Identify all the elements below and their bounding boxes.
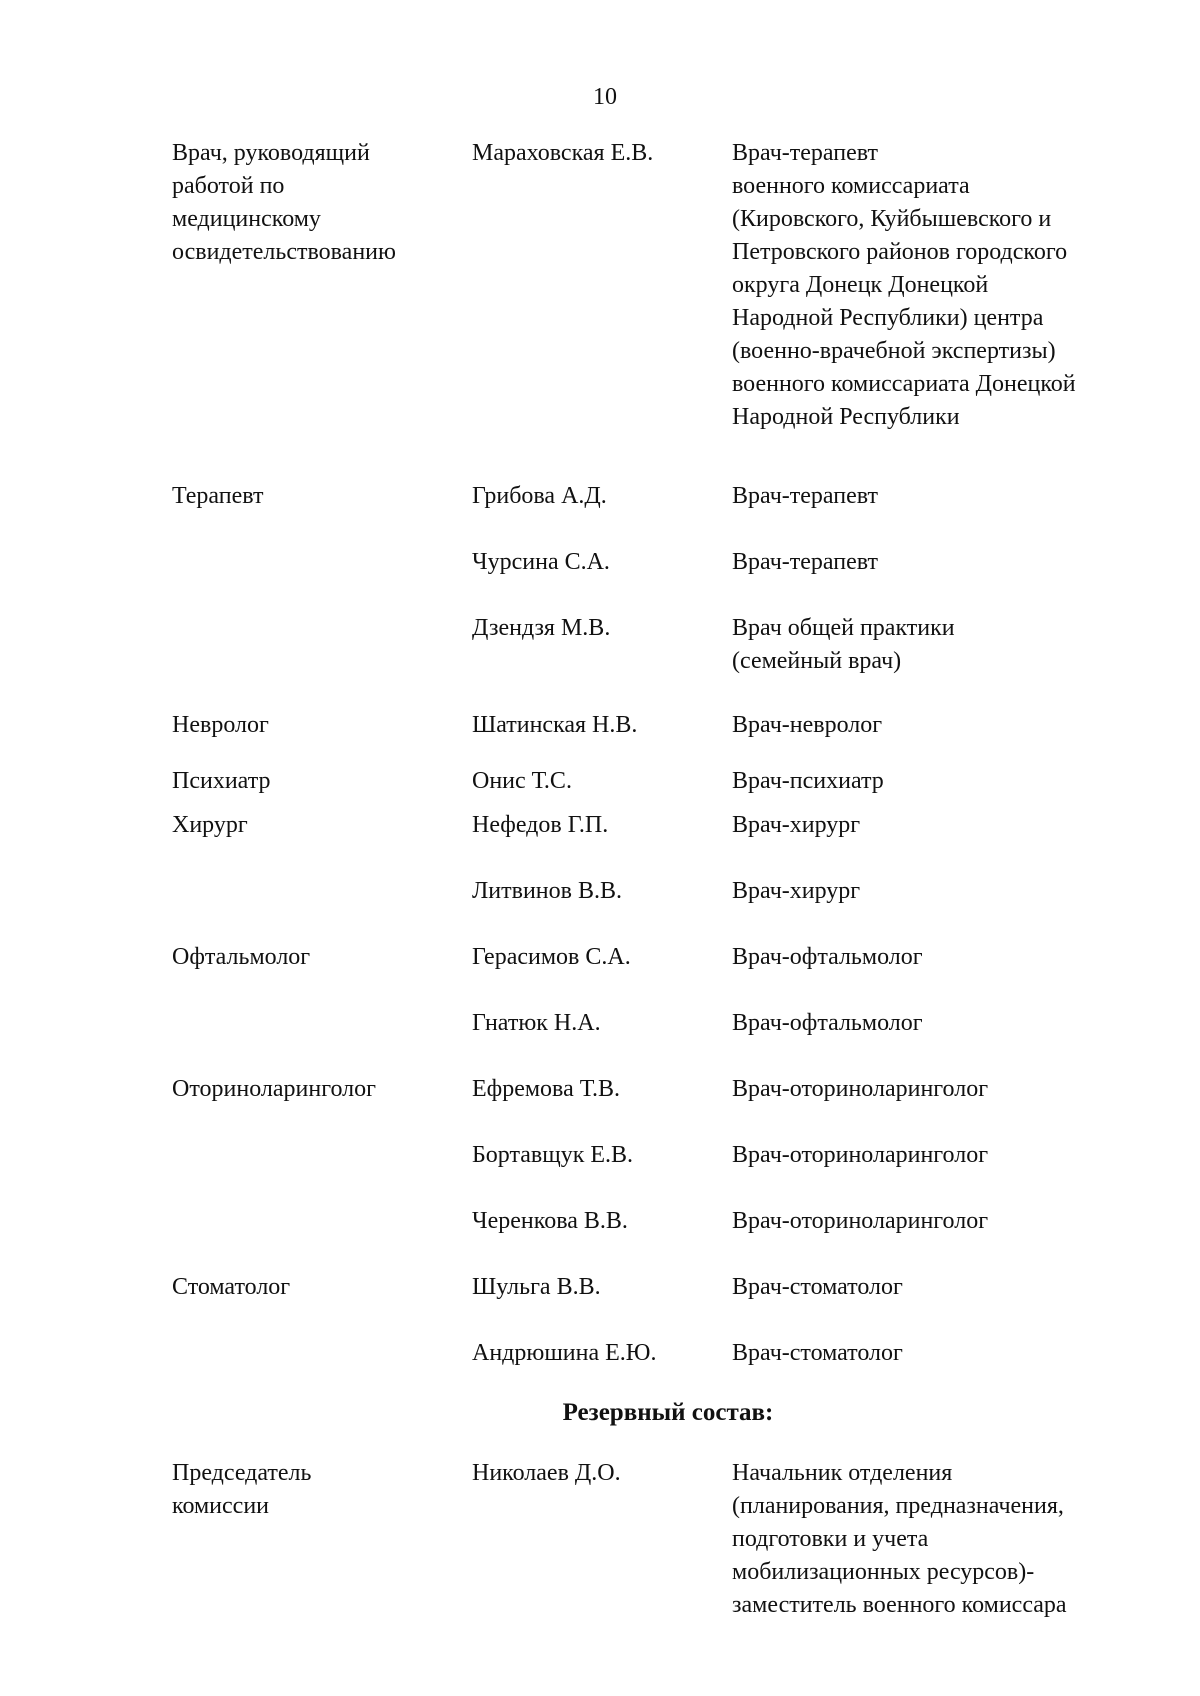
roster-name: Ефремова Т.В.: [472, 1076, 620, 1102]
roster-row-dentist-1: [172, 1271, 1152, 1304]
roster-position: Врач-терапевт: [732, 549, 878, 575]
roster-row-surgeon-1: [172, 809, 1152, 842]
roster-name: Черенкова В.В.: [472, 1208, 628, 1234]
roster-name: Бортавщук Е.В.: [472, 1142, 634, 1168]
roster-position: Врач-офтальмолог: [732, 944, 923, 970]
roster-role: Офтальмолог: [172, 944, 311, 970]
roster-role: Стоматолог: [172, 1274, 291, 1300]
roster-position: Врач-стоматолог: [732, 1274, 903, 1300]
roster-row-ophthalmologist-1: [172, 941, 1152, 974]
roster-name: Нефедов Г.П.: [472, 812, 609, 838]
roster-name: Шульга В.В.: [472, 1274, 601, 1300]
roster-position: Врач-оториноларинголог: [732, 1142, 989, 1168]
roster-name: Шатинская Н.В.: [472, 712, 638, 738]
roster-role: Невролог: [172, 712, 269, 738]
roster-name: Дзендзя М.В.: [472, 615, 611, 641]
roster-row-otolaryngologist-3: [172, 1205, 1152, 1238]
reserve-roster: [172, 1457, 1152, 1622]
roster-row-surgeon-2: [172, 875, 1152, 908]
roster-row-psychiatrist: [172, 765, 1152, 798]
roster-position: Врач-хирург: [732, 812, 861, 838]
roster-row-medical-lead: [172, 137, 1152, 434]
roster-role: Психиатр: [172, 768, 271, 794]
roster-row-dentist-2: [172, 1337, 1152, 1370]
roster-row-therapist-3: [172, 612, 1152, 678]
roster-position: Врач-офтальмолог: [732, 1010, 923, 1036]
roster-row-otolaryngologist-2: [172, 1139, 1152, 1172]
main-roster: [172, 137, 1152, 1370]
roster-name: Герасимов С.А.: [472, 944, 631, 970]
roster-row-neurologist: [172, 709, 1152, 742]
roster-name: Мараховская Е.В.: [472, 140, 654, 166]
roster-position: Врач общей практики (семейный врач): [732, 615, 955, 674]
roster-position: Врач-оториноларинголог: [732, 1208, 989, 1234]
roster-role: Врач, руководящий работой по медицинскому освидетельствованию: [172, 140, 396, 265]
roster-role: Председатель комиссии: [172, 1460, 312, 1519]
reserve-section-heading: Резервный состав:: [562, 1399, 774, 1426]
roster-role: Хирург: [172, 812, 248, 838]
roster-position: Врач-стоматолог: [732, 1340, 903, 1366]
roster-position: Врач-терапевт: [732, 483, 878, 509]
roster-row-ophthalmologist-2: [172, 1007, 1152, 1040]
roster-name: Онис Т.С.: [472, 768, 572, 794]
roster-position: Врач-невролог: [732, 712, 883, 738]
roster-position: Врач-хирург: [732, 878, 861, 904]
roster-position: Начальник отделения (планирования, предназначения, подготовки и учета мобилизационных ресурсов)- заместитель военного комиссара: [732, 1460, 1067, 1618]
roster-name: Андрюшина Е.Ю.: [472, 1340, 657, 1366]
roster-position: Врач-оториноларинголог: [732, 1076, 989, 1102]
roster-name: Грибова А.Д.: [472, 483, 607, 509]
roster-position: Врач-терапевт военного комиссариата (Кировского, Куйбышевского и Петровского районов городского округа Донецк Донецкой Народной Республики) центра (военно-врачебной экспертизы) военного комиссариата Донецкой Народной Республики: [732, 140, 1076, 430]
roster-role: Терапевт: [172, 483, 264, 509]
page-number: 10: [593, 84, 617, 110]
roster-name: Литвинов В.В.: [472, 878, 622, 904]
roster-row-otolaryngologist-1: [172, 1073, 1152, 1106]
roster-row-therapist-2: [172, 546, 1152, 579]
roster-row-therapist-1: [172, 480, 1152, 513]
roster-name: Чурсина С.А.: [472, 549, 610, 575]
roster-name: Гнатюк Н.А.: [472, 1010, 601, 1036]
roster-name: Николаев Д.О.: [472, 1460, 621, 1486]
roster-position: Врач-психиатр: [732, 768, 884, 794]
roster-row-chairman: [172, 1457, 1152, 1622]
roster-role: Оториноларинголог: [172, 1076, 376, 1102]
